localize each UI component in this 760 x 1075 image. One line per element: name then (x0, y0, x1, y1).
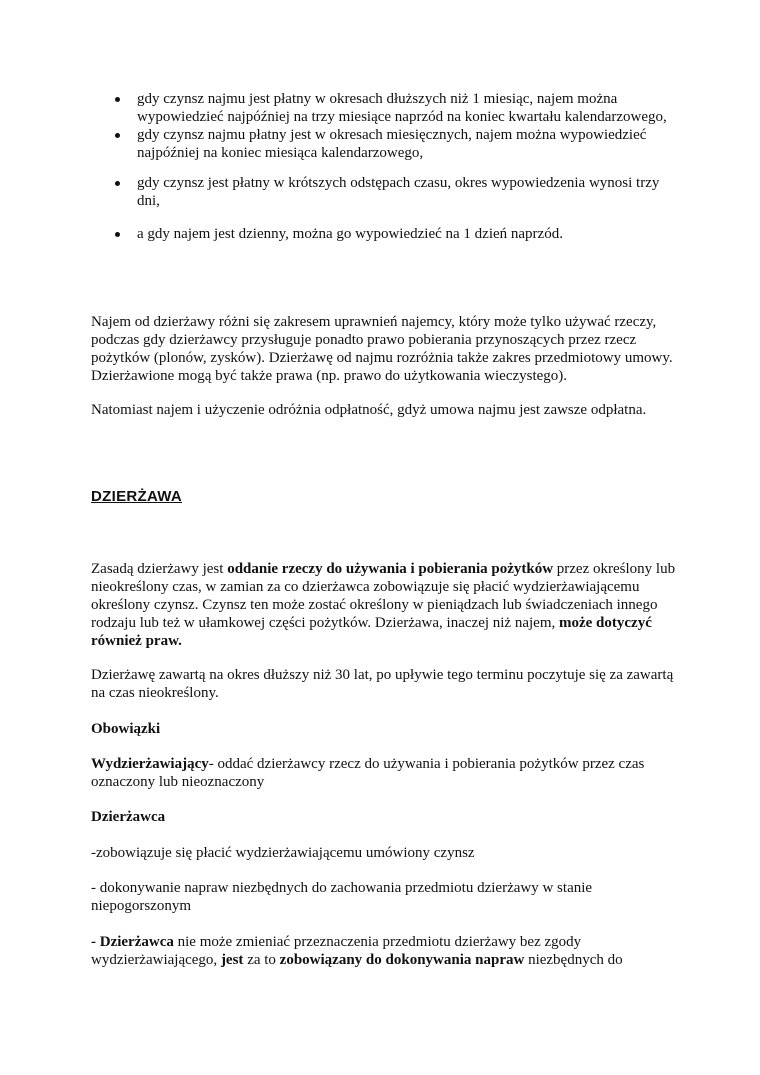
dzierzawca-obowiazek-naprawy: - dokonywanie napraw niezbędnych do zachowania przedmiotu dzierżawy w stanie niepogorszonym (91, 880, 593, 914)
wypowiedzenie-bullet-list (90, 90, 670, 243)
bullet-item: a gdy najem jest dzienny, można go wypowiedzieć na 1 dzień naprzód. (90, 225, 670, 243)
emphasis: może dotyczyć również praw. (91, 615, 652, 649)
dzierzawca-obowiazek-czynsz: -zobowiązuje się płacić wydzierżawiającemu umówiony czynsz (91, 845, 475, 861)
subheading-obowiazki: Obowiązki (91, 721, 161, 737)
paragraph-zasada-dzierzawy: Zasadą dzierżawy jest oddanie rzeczy do używania i pobierania pożytków przez określony lub nieokreślony czas, w zamian za co dzierżawca zobowiązuje się płacić wydzierżawiającemu określony czynsz. Czynsz ten może zostać określony w pieniądzach lub świadczeniach innego rodzaju lub też w ułamkowej części pożytków. Dzierżawa, inaczej niż najem, może dotyczyć również praw. (91, 561, 676, 649)
paragraph-30-lat: Dzierżawę zawartą na okres dłuższy niż 30 lat, po upływie tego terminu poczytuje się za zawartą na czas nieokreślony. (91, 667, 674, 701)
wydzierzawiajacy-label: Wydzierżawiający (91, 756, 209, 772)
paragraph-najem-uzyczenie: Natomiast najem i użyczenie odróżnia odpłatność, gdyż umowa najmu jest zawsze odpłatna. (91, 402, 647, 418)
section-heading-dzierzawa: DZIERŻAWA (91, 488, 183, 505)
subheading-dzierzawca: Dzierżawca (91, 809, 166, 825)
bullet-item: gdy czynsz jest płatny w krótszych odstępach czasu, okres wypowiedzenia wynosi trzy dni, (90, 174, 670, 210)
bullet-item: gdy czynsz najmu jest płatny w okresach dłuższych niż 1 miesiąc, najem można wypowiedzieć najpóźniej na trzy miesiące naprzód na koniec kwartału kalendarzowego, (90, 90, 670, 126)
emphasis: oddanie rzeczy do używania i pobierania pożytków (227, 561, 554, 577)
bullet-item: gdy czynsz najmu płatny jest w okresach miesięcznych, najem można wypowiedzieć najpóźniej na koniec miesiąca kalendarzowego, (90, 126, 670, 162)
paragraph-najem-dzierzawa: Najem od dzierżawy różni się zakresem uprawnień najemcy, który może tylko używać rzeczy, podczas gdy dzierżawcy przysługuje ponadto prawo pobierania przynoszących przez rzecz pożytków (plonów, zysków). Dzierżawę od najmu rozróżnia także zakres przedmiotowy umowy. Dzierżawione mogą być także prawa (np. prawo do użytkowania wieczystego). (91, 314, 673, 384)
dzierzawca-obowiazek-przeznaczenie: - Dzierżawca nie może zmieniać przeznaczenia przedmiotu dzierżawy bez zgody wydzierżawiającego, jest za to zobowiązany do dokonywania napraw niezbędnych do (91, 934, 623, 968)
paragraph-wydzierzawiajacy: Wydzierżawiający- oddać dzierżawcy rzecz do używania i pobierania pożytków przez czas oznaczony lub nieoznaczony (91, 756, 645, 790)
